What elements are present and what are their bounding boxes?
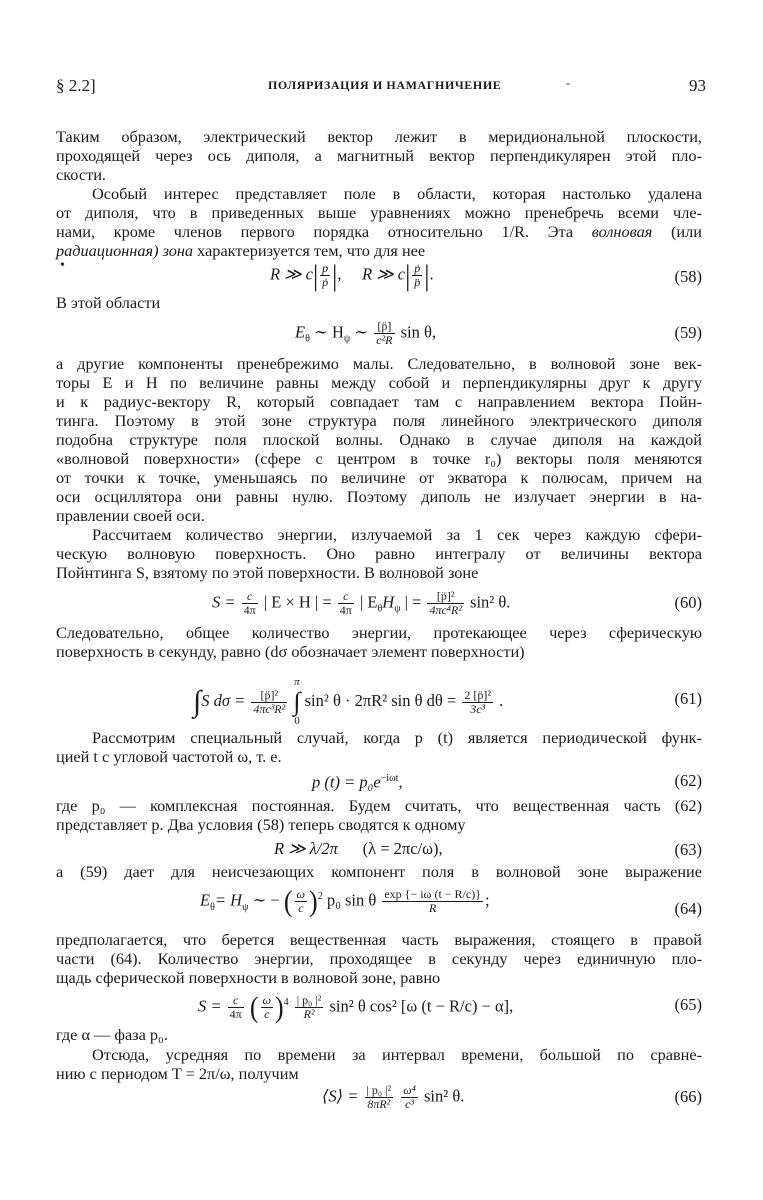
equation-62: p $(t) = p_0e^{-i\omega t}$,: [312, 772, 403, 792]
text-line: правлении своей оси.: [56, 506, 205, 525]
equation-60: S = $\frac{c}{4\pi}$ | E × H | = $\frac{c}{4\pi}$ | $E_\theta H_\psi$ | = $\frac{\text{[p̈]²}}{\text{4πc⁴R²}}$ sin² θ.: [212, 589, 511, 617]
text-line: где α — фаза p₀.: [56, 1025, 168, 1044]
text-line: В этой области: [56, 293, 161, 312]
equation-number: (63): [674, 840, 702, 859]
equation-number: (65): [674, 995, 702, 1014]
equation-number: (60): [674, 593, 702, 612]
text-line: от точки к точке, уменьшаясь по величине от экватора к полюсам, причем на: [56, 468, 702, 487]
equation-64: $E_\theta= H_\psi$ ∼ − ( $\frac{\omega}{c}$ )$^2$ p₀ sin θ $\frac{\exp \{- i\omega (t - R/c)\}}{R}$ ;: [200, 884, 490, 918]
equation-59: $E_\theta$ ∼ $H_\psi$ ∼ $\frac{[p̈]}{\text{c²R}}$ sin θ,: [295, 319, 437, 347]
text-line: и к радиус-вектору R, который совпадает там с направлением вектора Пойн-: [56, 392, 702, 411]
text-line: «волновой поверхности» (сфере с центром в точке r₀) векторы поля меняются: [56, 449, 702, 468]
equation-number: (62): [674, 771, 702, 790]
equation-63: R ≫ λ/2π (λ = 2πc/ω),: [274, 839, 443, 858]
text-line: Следовательно, общее количество энергии, протекающее через сферическую: [56, 623, 702, 642]
text-line: от диполя, что в приведенных выше уравнениях можно пренебречь всеми чле-: [56, 203, 702, 222]
equation-number: (61): [674, 689, 702, 708]
text-line: а (59) дает для неисчезающих компонент поля в волновой зоне выражение: [56, 862, 702, 881]
text-line: скости.: [56, 165, 106, 184]
text-line: подобна структуре поля плоской волны. Однако в случае диполя на каждой: [56, 430, 702, 449]
text-line: представляет p. Два условия (58) теперь сводятся к одному: [56, 815, 466, 834]
equation-number: (58): [674, 267, 702, 286]
page-number: 93: [689, 76, 706, 95]
section-number: § 2.2]: [56, 76, 96, 95]
text-line: а другие компоненты пренебрежимо малы. Следовательно, в волновой зоне век-: [56, 354, 702, 373]
text-line: торы E и H по величине равны между собой и перпендикулярны друг к другу: [56, 373, 702, 392]
equation-number: (64): [674, 899, 702, 918]
text-line: цией t с угловой частотой ω, т. е.: [56, 747, 282, 766]
text-line: предполагается, что берется вещественная часть выражения, стоящего в правой: [56, 930, 702, 949]
equation-66: ⟨S⟩ = $\frac{\text{| p₀ |²}}{\text{8πR²}}$ $\frac{\text{ω⁴}}{\text{c³}}$ sin² θ.: [322, 1083, 465, 1111]
running-header: [56, 76, 706, 98]
text-line: Таким образом, электрический вектор лежит в меридиональной плоскости,: [56, 127, 702, 146]
text-line: тинга. Поэтому в этой зоне структура поля линейного электрического диполя: [56, 411, 702, 430]
text-line: радиационная) зона характеризуется тем, что для нее: [56, 241, 426, 260]
text-line: Рассчитаем количество энергии, излучаемой за 1 сек через каждую сфери-: [92, 525, 702, 544]
text-line: нию с периодом T = 2π/ω, получим: [56, 1064, 299, 1083]
text-line: Отсюда, усредняя по времени за интервал времени, большой по сравне-: [92, 1045, 702, 1064]
text-line: Особый интерес представляет поле в области, которая настолько удалена: [92, 184, 702, 203]
text-line: щадь сферической поверхности в волновой зоне, равно: [56, 968, 441, 987]
text-line: нами, кроме членов первого порядка относительно 1/R. Эта волновая (или: [56, 222, 702, 241]
header-dash: -: [566, 76, 570, 90]
equation-number: (59): [674, 323, 702, 342]
equation-61: ∫S dσ = $\frac{\text{[p̈]²}}{\text{4πc³R²}}$ π ∫ 0 sin² θ · 2πR² sin θ dθ = $\frac{\text{2 [p̈]²}}{\text{3c³}}$ .: [193, 676, 504, 727]
text-line: Пойнтинга S, взятому по этой поверхности. В волновой зоне: [56, 563, 479, 582]
bullet-mark: •: [60, 258, 65, 273]
text-line: ческую волновую поверхность. Оно равно интегралу от величины вектора: [56, 544, 702, 563]
text-line: проходящей через ось диполя, а магнитный вектор перпендикулярен этой пло-: [56, 146, 702, 165]
equation-65: S = $\frac{c}{4\pi}$ ( $\frac{\omega}{c}$ )$^4$ $\frac{\text{| p₀ |²}}{\text{R²}}$ sin² θ cos² [ω (t − R/c) − α],: [198, 990, 514, 1024]
text-line: где p₀ — комплексная постоянная. Будем считать, что вещественная часть (62): [56, 796, 702, 815]
equation-number: (66): [674, 1087, 702, 1106]
equation-58: R ≫ c| $\frac{p}{\text{ṗ}}$ |, R ≫ c| $\frac{\text{ṗ}}{p̈}$ |.: [270, 258, 434, 292]
text-line: оси осциллятора они равны нулю. Поэтому диполь не излучает энергии в на-: [56, 487, 702, 506]
text-line: поверхность в секунду, равно (dσ обозначает элемент поверхности): [56, 642, 525, 661]
running-title: ПОЛЯРИЗАЦИЯ И НАМАГНИЧЕНИЕ: [268, 78, 502, 92]
text-line: части (64). Количество энергии, проходящее в секунду через единичную пло-: [56, 949, 702, 968]
text-line: Рассмотрим специальный случай, когда p (t) является периодической функ-: [92, 728, 702, 747]
